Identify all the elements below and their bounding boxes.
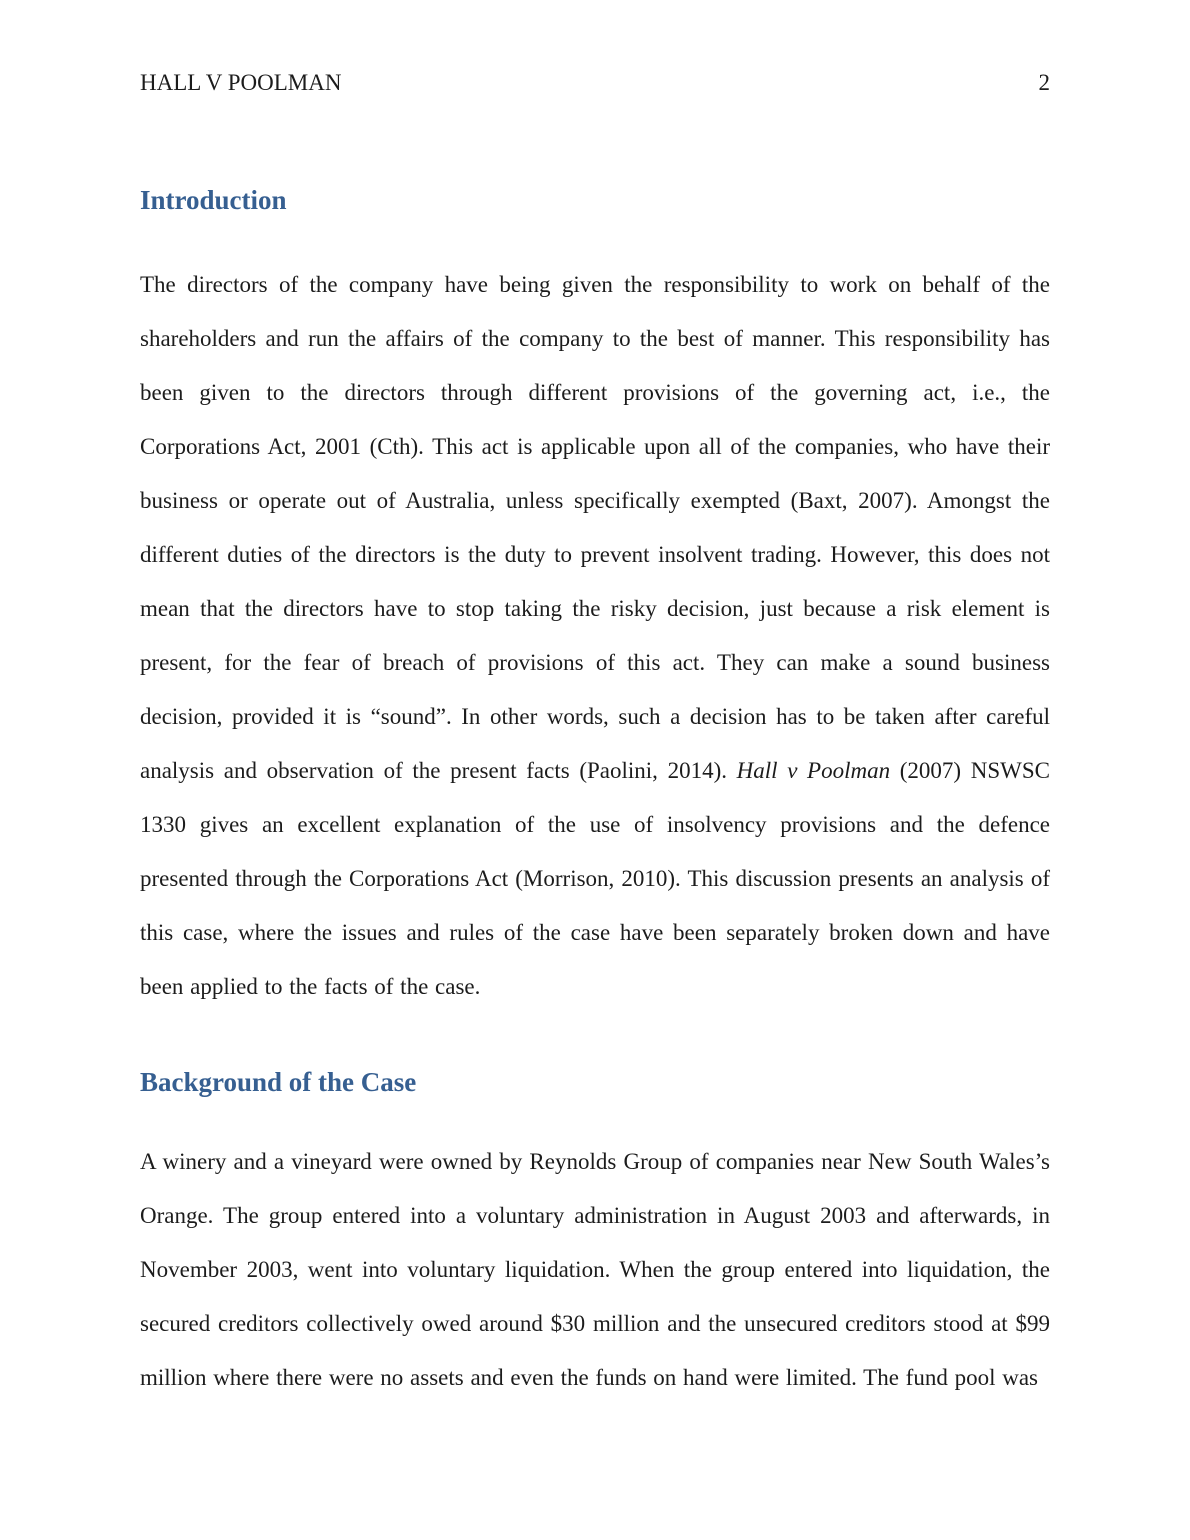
intro-paragraph xyxy=(140,258,1050,1014)
running-header xyxy=(140,70,1050,96)
section-heading-background: Background of the Case xyxy=(140,1067,417,1098)
case-name-italic: Hall v Poolman xyxy=(736,758,891,784)
document-body xyxy=(140,184,1050,1405)
section-heading-introduction: Introduction xyxy=(140,185,287,215)
page-number: 2 xyxy=(1038,70,1050,95)
intro-paragraph-text-continued: (2007) NSWSC 1330 gives an excellent explanation of the use of insolvency provisions and the defence presented through the Corporations Act (Morrison, 2010). This discussion presents an analysis of this case, where the issues and rules of the case have been separately broken down and have been applied to the facts of the case. xyxy=(140,758,1050,1000)
background-paragraph: A winery and a vineyard were owned by Reynolds Group of companies near New South Wales’s Orange. The group entered into a voluntary administration in August 2003 and afterwards, in November 2003, went into voluntary liquidation. When the group entered into liquidation, the secured creditors collectively owed around $30 million and the unsecured creditors stood at $99 million where there were no assets and even the funds on hand were limited. The fund pool was xyxy=(140,1148,1050,1390)
header-title: HALL V POOLMAN xyxy=(140,70,342,95)
intro-paragraph-text: The directors of the company have being given the responsibility to work on behalf of the shareholders and run the affairs of the company to the best of manner. This responsibility has been given to the directors through different provisions of the governing act, i.e., the Corporations Act, 2001 (Cth). This act is applicable upon all of the companies, who have their business or operate out of Australia, unless specifically exempted (Baxt, 2007). Amongst the different duties of the directors is the duty to prevent insolvent trading. However, this does not mean that the directors have to stop taking the risky decision, just because a risk element is present, for the fear of breach of provisions of this act. They can make a sound business decision, provided it is “sound”. In other words, such a decision has to be taken after careful analysis and observation of the present facts (Paolini, 2014). xyxy=(140,272,1050,784)
